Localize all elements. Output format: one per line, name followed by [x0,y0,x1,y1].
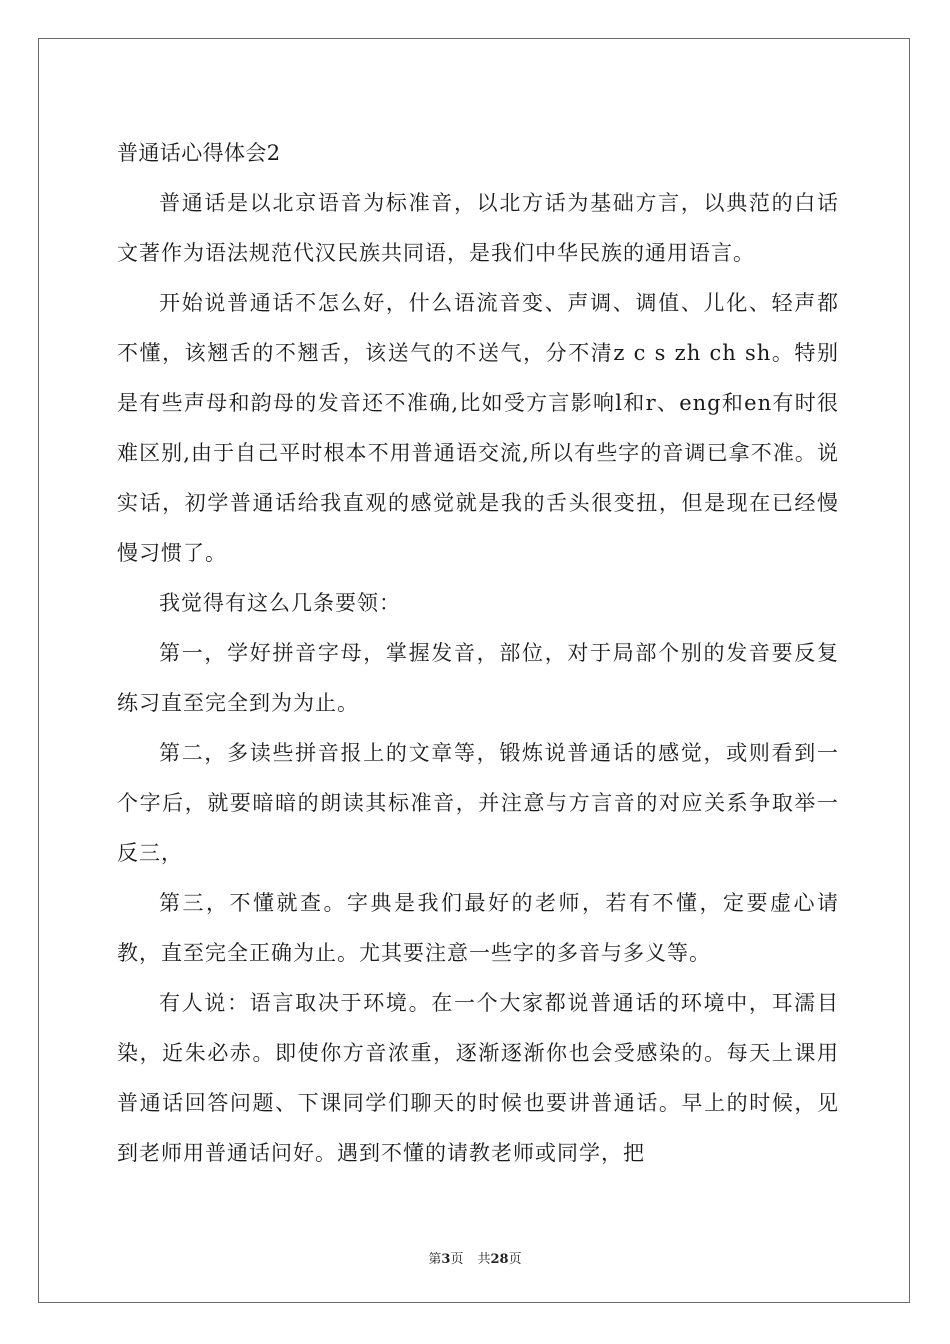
paragraph-environment: 有人说：语言取决于环境。在一个大家都说普通话的环境中，耳濡目染，近朱必赤。即使你方音浓重，逐渐逐渐你也会受感染的。每天上课用普通话回答问题、下课同学们聊天的时候也要讲普通话。早上的时候，见到老师用普通话问好。遇到不懂的请教老师或同学，把 [117,991,839,1165]
paragraph-difficulties: 开始说普通话不怎么好，什么语流音变、声调、调值、儿化、轻声都不懂，该翘舌的不翘舌，该送气的不送气，分不清z c s zh ch sh。特别是有些声母和韵母的发音还不准确,比如受方言影响l和r、eng和en有时很难区别,由于自己平时根本不用普通语交流,所以有些字的音调已拿不准。说实话，初学普通话给我直观的感觉就是我的舌头很变扭，但是现在已经慢慢习惯了。 [117,291,839,565]
document-body [117,128,839,1178]
footer-total-suffix: 页 [508,1252,522,1267]
page-footer [0,1248,950,1267]
paragraph-point-two: 第二，多读些拼音报上的文章等，锻炼说普通话的感觉，或则看到一个字后，就要暗暗的朗读其标准音，并注意与方言音的对应关系争取举一反三， [117,741,839,865]
footer-page-prefix: 第 [428,1252,442,1267]
footer-page-suffix: 页 [450,1252,464,1267]
footer-total-prefix: 共 [477,1252,491,1267]
paragraph-intro: 普通话是以北京语音为标准音，以北方话为基础方言，以典范的白话文著作为语法规范代汉民族共同语，是我们中华民族的通用语言。 [117,191,839,265]
paragraph-key-points-heading: 我觉得有这么几条要领： [159,591,401,615]
document-title: 普通话心得体会2 [117,141,281,165]
footer-page-total: 28 [490,1252,509,1267]
footer-page-current: 3 [441,1252,451,1267]
paragraph-point-one: 第一，学好拼音字母，掌握发音，部位，对于局部个别的发音要反复练习直至完全到为为止。 [117,641,839,715]
paragraph-point-three: 第三，不懂就查。字典是我们最好的老师，若有不懂，定要虚心请教，直至完全正确为止。尤其要注意一些字的多音与多义等。 [117,891,839,965]
